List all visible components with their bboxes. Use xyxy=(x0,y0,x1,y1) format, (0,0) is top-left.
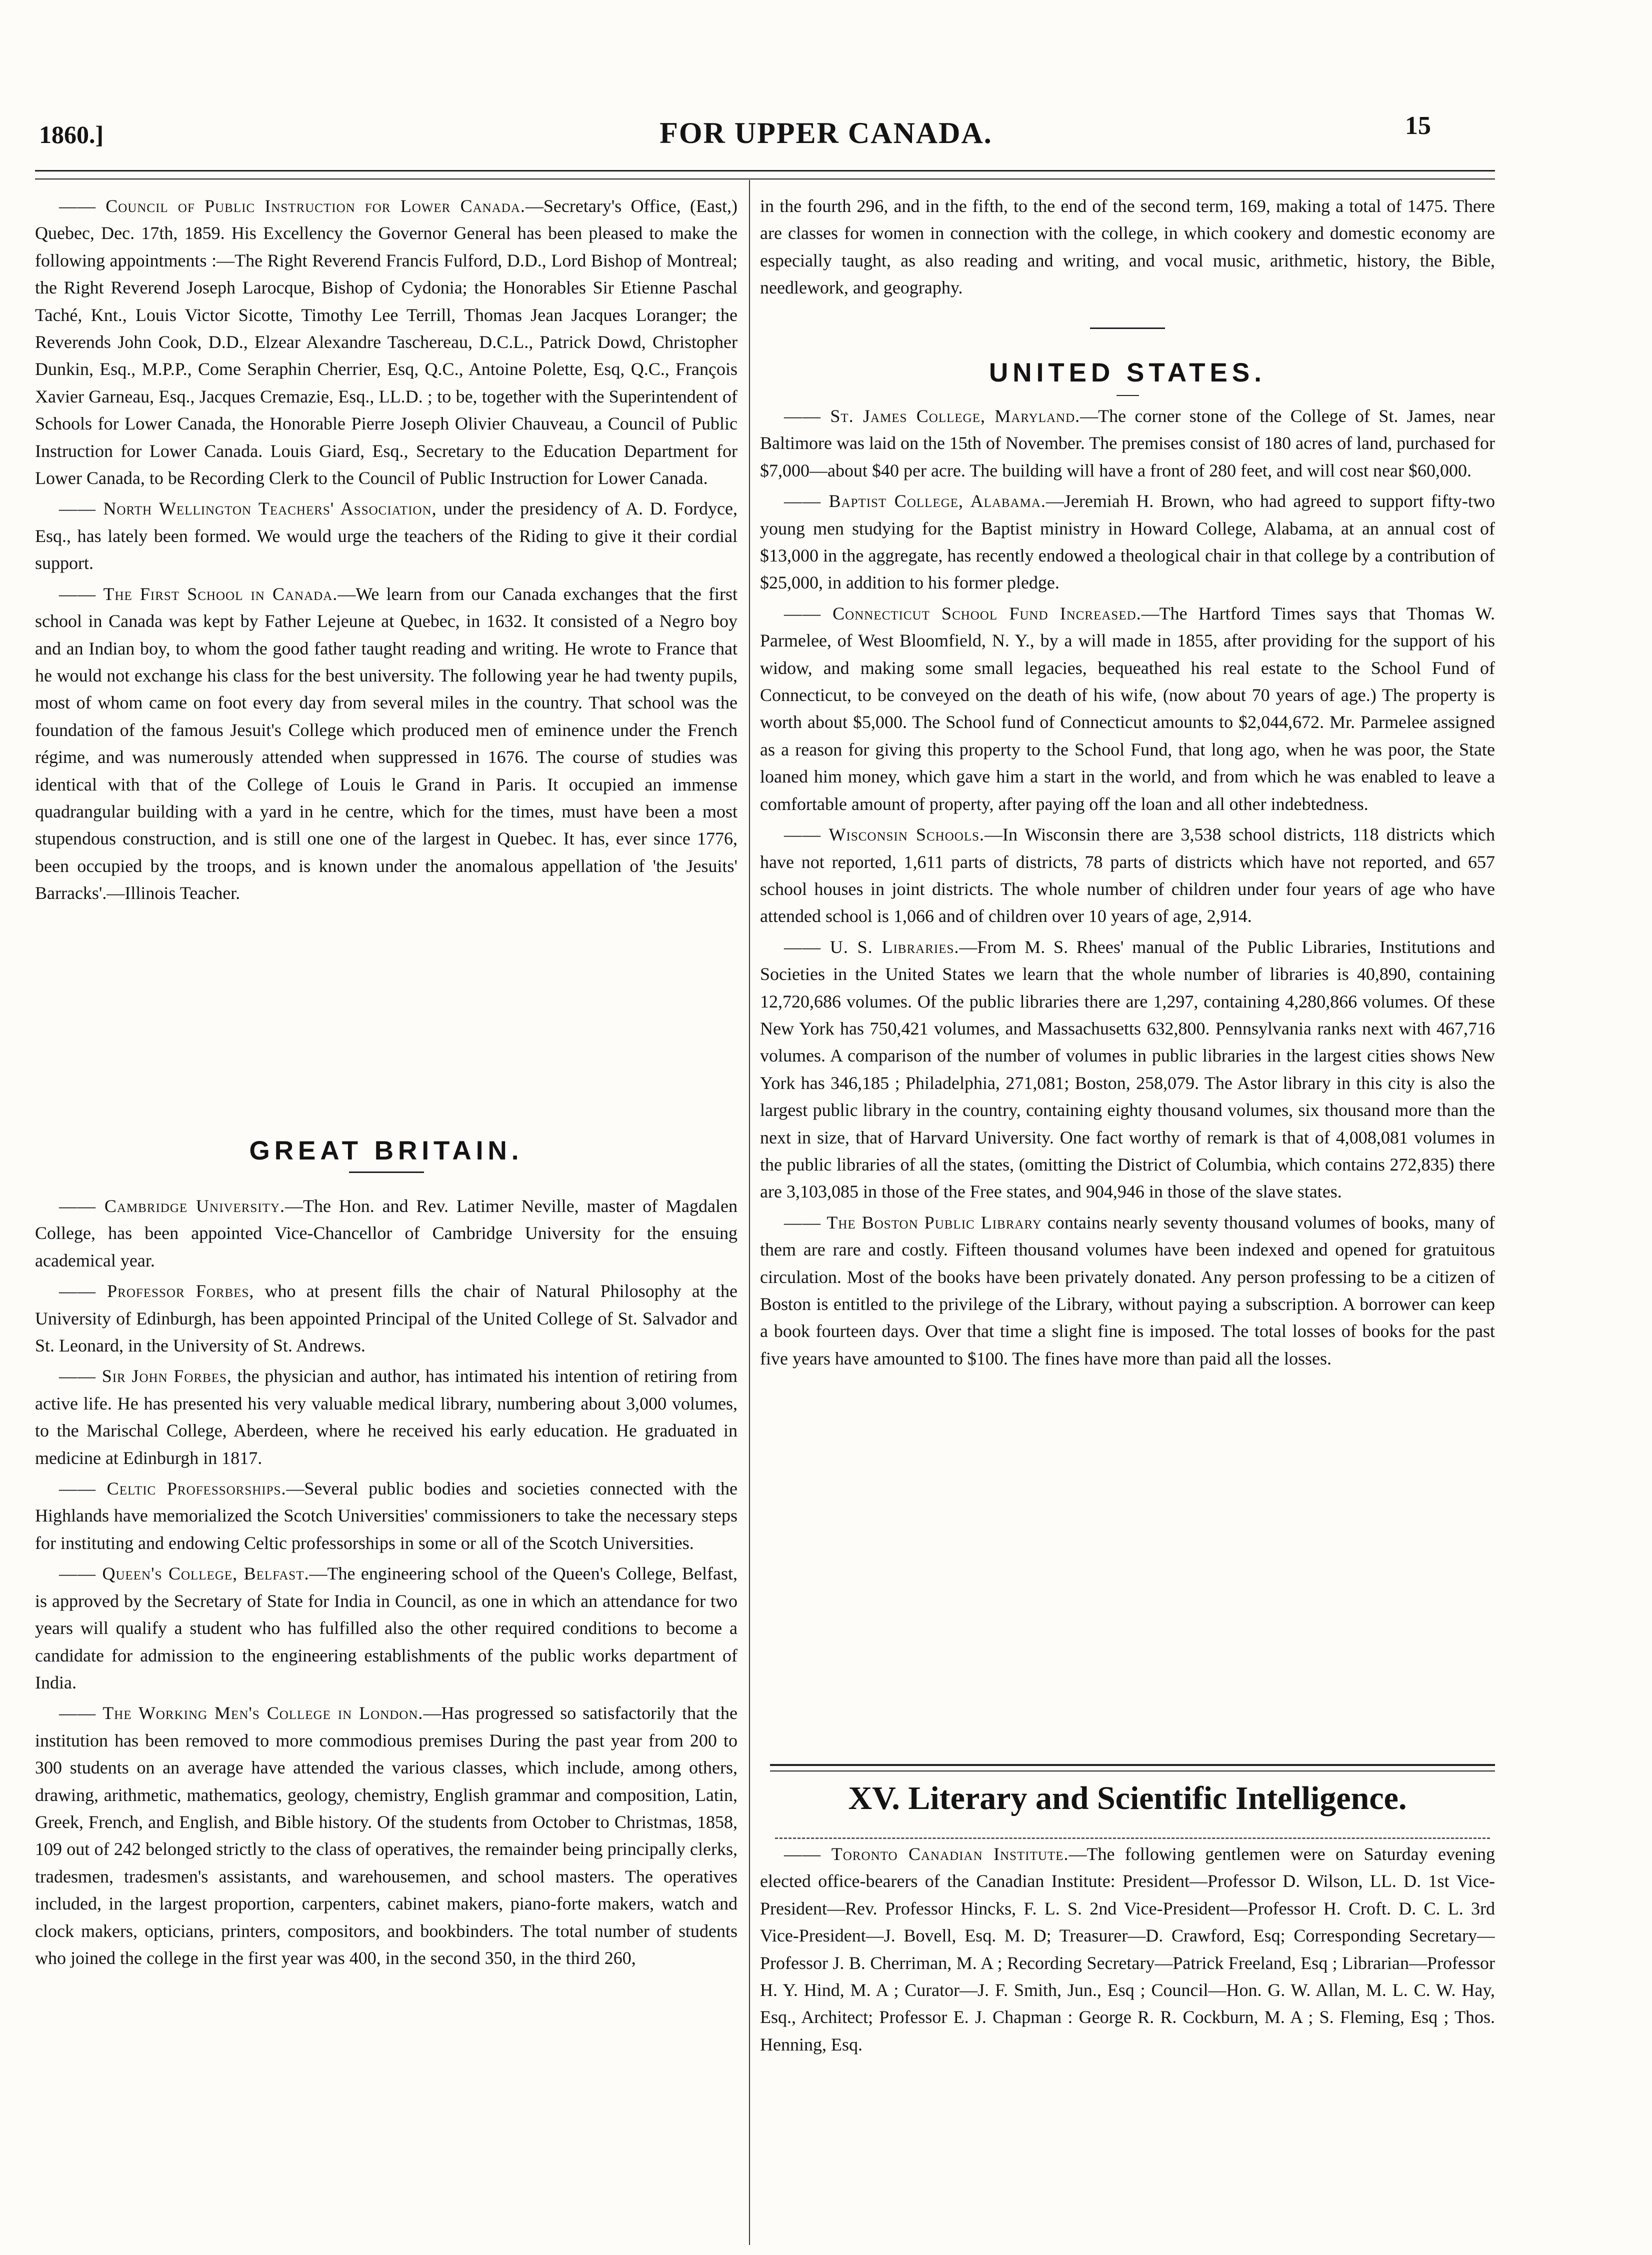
article-lead: —— Toronto Canadian Institute. xyxy=(784,1844,1069,1864)
article-lead: —— U. S. Libraries. xyxy=(784,936,960,957)
lower-canada-notices xyxy=(35,192,738,907)
page-year: 1860.] xyxy=(39,120,104,148)
article-queens-college xyxy=(35,1560,738,1696)
article-body: —The engineering school of the Queen's College, Belfast, is approved by the Secretary of State for India in Council, as one in which an attendance for two years will qualify a student who has fulfilled also the other required conditions to become a candidate for admission to the engineering establishments of the public works department of India. xyxy=(35,1564,738,1692)
section-heading-literary-scientific: XV. Literary and Scientific Intelligence. xyxy=(848,1780,1407,1816)
article-baptist-college xyxy=(760,488,1495,596)
article-working-mens-college xyxy=(35,1700,738,1972)
article-celtic-professorships xyxy=(35,1475,738,1556)
article-first-school xyxy=(35,580,738,907)
section-double-rule xyxy=(770,1764,1495,1772)
article-lead: —— Council of Public Instruction for Lower Canada. xyxy=(59,196,526,216)
article-body: who at present fills the chair of Natural Philosophy at the University of Edinburgh, has been appointed Principal of the United College of St. Salvador and St. Leonard, in the University of St. Andrews. xyxy=(35,1281,738,1356)
article-body: —From M. S. Rhees' manual of the Public Libraries, Institutions and Societies in the United States we learn that the whole number of libraries is 40,890, containing 12,720,686 volumes. Of the public libraries there are 1,297, containing 4,280,866 volumes. Of these New York has 750,421 volumes, and Massachusetts 632,800. Pennsylvania ranks next with 467,716 volumes. A comparison of the number of volumes in public libraries in the largest cities shows New York has 346,185 ; Philadelphia, 271,081; Boston, 258,079. The Astor library in this city is also the largest public library in the country, containing eighty thousand volumes, six thousand more than the next in size, that of Harvard University. One fact worthy of remark is that of 4,008,081 volumes in the public libraries of all the states, (omitting the District of Columbia, which contains 272,835) there are 3,103,085 in those of the Free states, and 904,946 in those of the slave states. xyxy=(760,936,1495,1202)
article-body: contains nearly seventy thousand volumes of books, many of them are rare and costly. Fifteen thousand volumes have been indexed and opened for gratuitous circulation. Most of the books have been privately donated. Any person professing to be a citizen of Boston is entitled to the privilege of the Library, without paying a subscription. A borrower can keep a book fourteen days. Over that time a slight fine is imposed. The total losses of books for the past five years have amounted to $100. The fines have more than paid all the losses. xyxy=(760,1212,1495,1368)
section-heading-united-states: UNITED STATES. xyxy=(989,358,1266,388)
article-lead: —— The First School in Canada. xyxy=(59,584,338,604)
article-lead: —— The Boston Public Library xyxy=(784,1212,1042,1232)
section-rule xyxy=(35,1172,738,1173)
page-title: FOR UPPER CANADA. xyxy=(660,116,992,150)
article-lead: —— Baptist College, Alabama. xyxy=(784,491,1046,512)
article-lead: —— Cambridge University. xyxy=(59,1196,285,1216)
dashed-separator xyxy=(775,1838,1490,1839)
page-number: 15 xyxy=(1405,112,1431,140)
article-body: —The corner stone of the College of St. James, near Baltimore was laid on the 15th of November. The premises consist of 180 acres of land, purchased for $7,000—about $40 per acre. The building will have a front of 280 feet, and will cost near $60,000. xyxy=(760,406,1495,480)
article-lead: —— Celtic Professorships. xyxy=(59,1478,286,1499)
great-britain-articles xyxy=(35,1192,738,1975)
article-body: —Secretary's Office, (East,) Quebec, Dec. 17th, 1859. His Excellency the Governor General has been pleased to make the following appointments :—The Right Reverend Francis Fulford, D.D., Lord Bishop of Montreal; the Right Reverend Joseph Larocque, Bishop of Cydonia; the Honorables Sir Etienne Paschal Taché, Knt., Louis Victor Sicotte, Timothy Lee Terrill, Thomas Jean Jacques Loranger; the Reverends John Cook, D.D., Elzear Alexandre Taschereau, D.C.L., Patrick Dowd, Christopher Dunkin, Esq., M.P.P., Come Seraphin Cherrier, Esq, Q.C., Antoine Polette, Esq, Q.C., François Xavier Garneau, Esq., Jacques Cremazie, Esq., LL.D. ; to be, together with the Superintendent of Schools for Lower Canada, the Honorable Pierre Joseph Olivier Chauveau, a Council of Public Instruction for Lower Canada. Louis Giard, Esq., Secretary to the Education Department for Lower Canada, to be Recording Clerk to the Council of Public Instruction for Lower Canada. xyxy=(35,196,738,488)
united-states-articles xyxy=(760,402,1495,1376)
article-body: —The following gentlemen were on Saturday evening elected office-bearers of the Canadian Institute: President—Professor D. Wilson, LL. D. 1st Vice-President—Rev. Professor Hincks, F. L. S. 2nd Vice-President—Professor H. Croft. D. C. L. 3rd Vice-President—J. Bovell, Esq. M. D; Treasurer—D. Crawford, Esq; Corresponding Secretary—Professor J. B. Cherriman, M. A ; Recording Secretary—Patrick Freeland, Esq ; Librarian—Professor H. Y. Hind, M. A ; Curator—J. F. Smith, Jun., Esq ; Council—Hon. G. W. Allan, M. L. C. W. Hay, Esq., Architect; Professor E. J. Chapman : George R. R. Cockburn, M. A ; S. Fleming, Esq ; Thos. Henning, Esq. xyxy=(760,1844,1495,2054)
column-divider xyxy=(749,180,750,2245)
article-lead: —— Wisconsin Schools. xyxy=(784,824,985,845)
article-wisconsin-schools xyxy=(760,821,1495,930)
article-body: under the presidency of A. D. Fordyce, Esq., has lately been formed. We would urge the teachers of the Riding to give it their cordial support. xyxy=(35,498,738,574)
header-double-rule xyxy=(35,170,1495,180)
article-toronto-canadian-institute xyxy=(760,1840,1495,2058)
article-continuation: in the fourth 296, and in the fifth, to the end of the second term, 169, making a total of 1475. There are classes for women in connection with the college, in which cookery and domestic economy are especially taught, as also reading and writing, and vocal music, arithmetic, history, the Bible, needlework, and geography. xyxy=(760,196,1495,298)
article-body: —In Wisconsin there are 3,538 school districts, 118 districts which have not reported, 1,611 parts of districts, 78 parts of districts which have not reported, and 657 school houses in joint districts. The whole number of children under four years of age who have attended school is 1,066 and of children over 10 years of age, 2,914. xyxy=(760,824,1495,926)
article-north-wellington xyxy=(35,495,738,576)
article-professor-forbes xyxy=(35,1278,738,1359)
article-body: —Has progressed so satisfactorily that the institution has been removed to more commodious premises During the past year from 200 to 300 students on an average have attended the various classes, which include, among others, drawing, arithmetic, mathematics, geology, chemistry, English grammar and composition, Latin, Greek, French, and English, and Bible history. Of the students from October to Christmas, 1858, 109 out of 242 belonged strictly to the class of operatives, the remainder being principally clerks, tradesmen, tradesmen's assistants, and warehousemen, and school masters. The operatives included, in the largest proportion, carpenters, cabinet makers, piano-forte makers, watch and clock makers, opticians, printers, compositors, and bookbinders. The total number of students who joined the college in the first year was 400, in the second 350, in the third 260, xyxy=(35,1703,738,1968)
left-column xyxy=(35,192,738,2242)
article-lead: —— Professor Forbes, xyxy=(59,1281,254,1302)
literary-articles xyxy=(760,1840,1495,2062)
article-body: the physician and author, has intimated his intention of retiring from active life. He has presented his very valuable medical library, numbering about 3,000 volumes, to the Marischal College, Aberdeen, where he received his early education. He graduated in medicine at Edinburgh in 1817. xyxy=(35,1366,738,1468)
article-lead: —— North Wellington Teachers' Association, xyxy=(59,498,437,519)
article-body: —Several public bodies and societies connected with the Highlands have memorialized the Scotch Universities' commissioners to take the necessary steps for instituting and endowing Celtic professorships in some or all of the Scotch Universities. xyxy=(35,1478,738,1553)
section-heading-great-britain: GREAT BRITAIN. xyxy=(249,1136,524,1166)
article-body: —Jeremiah H. Brown, who had agreed to support fifty-two young men studying for the Baptist ministry in Howard College, Alabama, at an annual cost of $13,000 in the aggregate, has recently endowed a theological chair in that college by a contribution of $25,000, in addition to his former pledge. xyxy=(760,491,1495,593)
article-body: —The Hartford Times says that Thomas W. Parmelee, of West Bloomfield, N. Y., by a will made in 1855, after providing for the support of his widow, and making some small legacies, bequeathed his real estate to the School Fund of Connecticut, to be conveyed on the death of his wife, (now about 70 years of age.) The property is worth about $5,000. The School fund of Connecticut amounts to $2,044,672. Mr. Parmelee assigned as a reason for giving this property to the School Fund, that long ago, when he was poor, the State loaned him money, which gave him a start in the world, and from which he was enabled to leave a comfortable amount of property, after paying off the loan and all other indebtedness. xyxy=(760,603,1495,814)
article-lead: —— The Working Men's College in London. xyxy=(59,1703,424,1724)
article-lead: —— St. James College, Maryland. xyxy=(784,406,1080,426)
article-st-james-college xyxy=(760,402,1495,484)
article-lead: —— Sir John Forbes, xyxy=(59,1366,232,1386)
article-council-public-instruction xyxy=(35,192,738,492)
article-connecticut-school-fund xyxy=(760,600,1495,818)
article-sir-john-forbes xyxy=(35,1362,738,1472)
article-boston-public-library xyxy=(760,1209,1495,1372)
section-rule xyxy=(760,328,1495,329)
article-lead: —— Queen's College, Belfast. xyxy=(59,1564,310,1584)
article-us-libraries xyxy=(760,934,1495,1206)
article-lead: —— Connecticut School Fund Increased. xyxy=(784,603,1142,624)
section-rule-small xyxy=(760,395,1495,396)
article-cambridge xyxy=(35,1192,738,1274)
right-column xyxy=(760,192,1495,2242)
article-body: —The Hon. and Rev. Latimer Neville, master of Magdalen College, has been appointed Vice-Chancellor of Cambridge University for the ensuing academical year. xyxy=(35,1196,738,1270)
article-body: —We learn from our Canada exchanges that the first school in Canada was kept by Father Lejeune at Quebec, in 1632. It consisted of a Negro boy and an Indian boy, to whom the good father taught reading and writing. He wrote to France that he would not exchange his class for the best university. The following year he had twenty pupils, most of whom came on foot every day from several miles in the country. That school was the foundation of the famous Jesuit's College which produced men of eminence under the French régime, and was numerously attended when suppressed in 1676. The course of studies was identical with that of the College of Louis le Grand in Paris. It occupied an immense quadrangular building with a yard in he centre, which for the times, must have been a most stupendous construction, and is still one one of the largest in Quebec. It has, ever since 1776, been occupied by the troops, and is known under the anomalous appellation of 'the Jesuits' Barracks'.—Illinois Teacher. xyxy=(35,584,738,904)
